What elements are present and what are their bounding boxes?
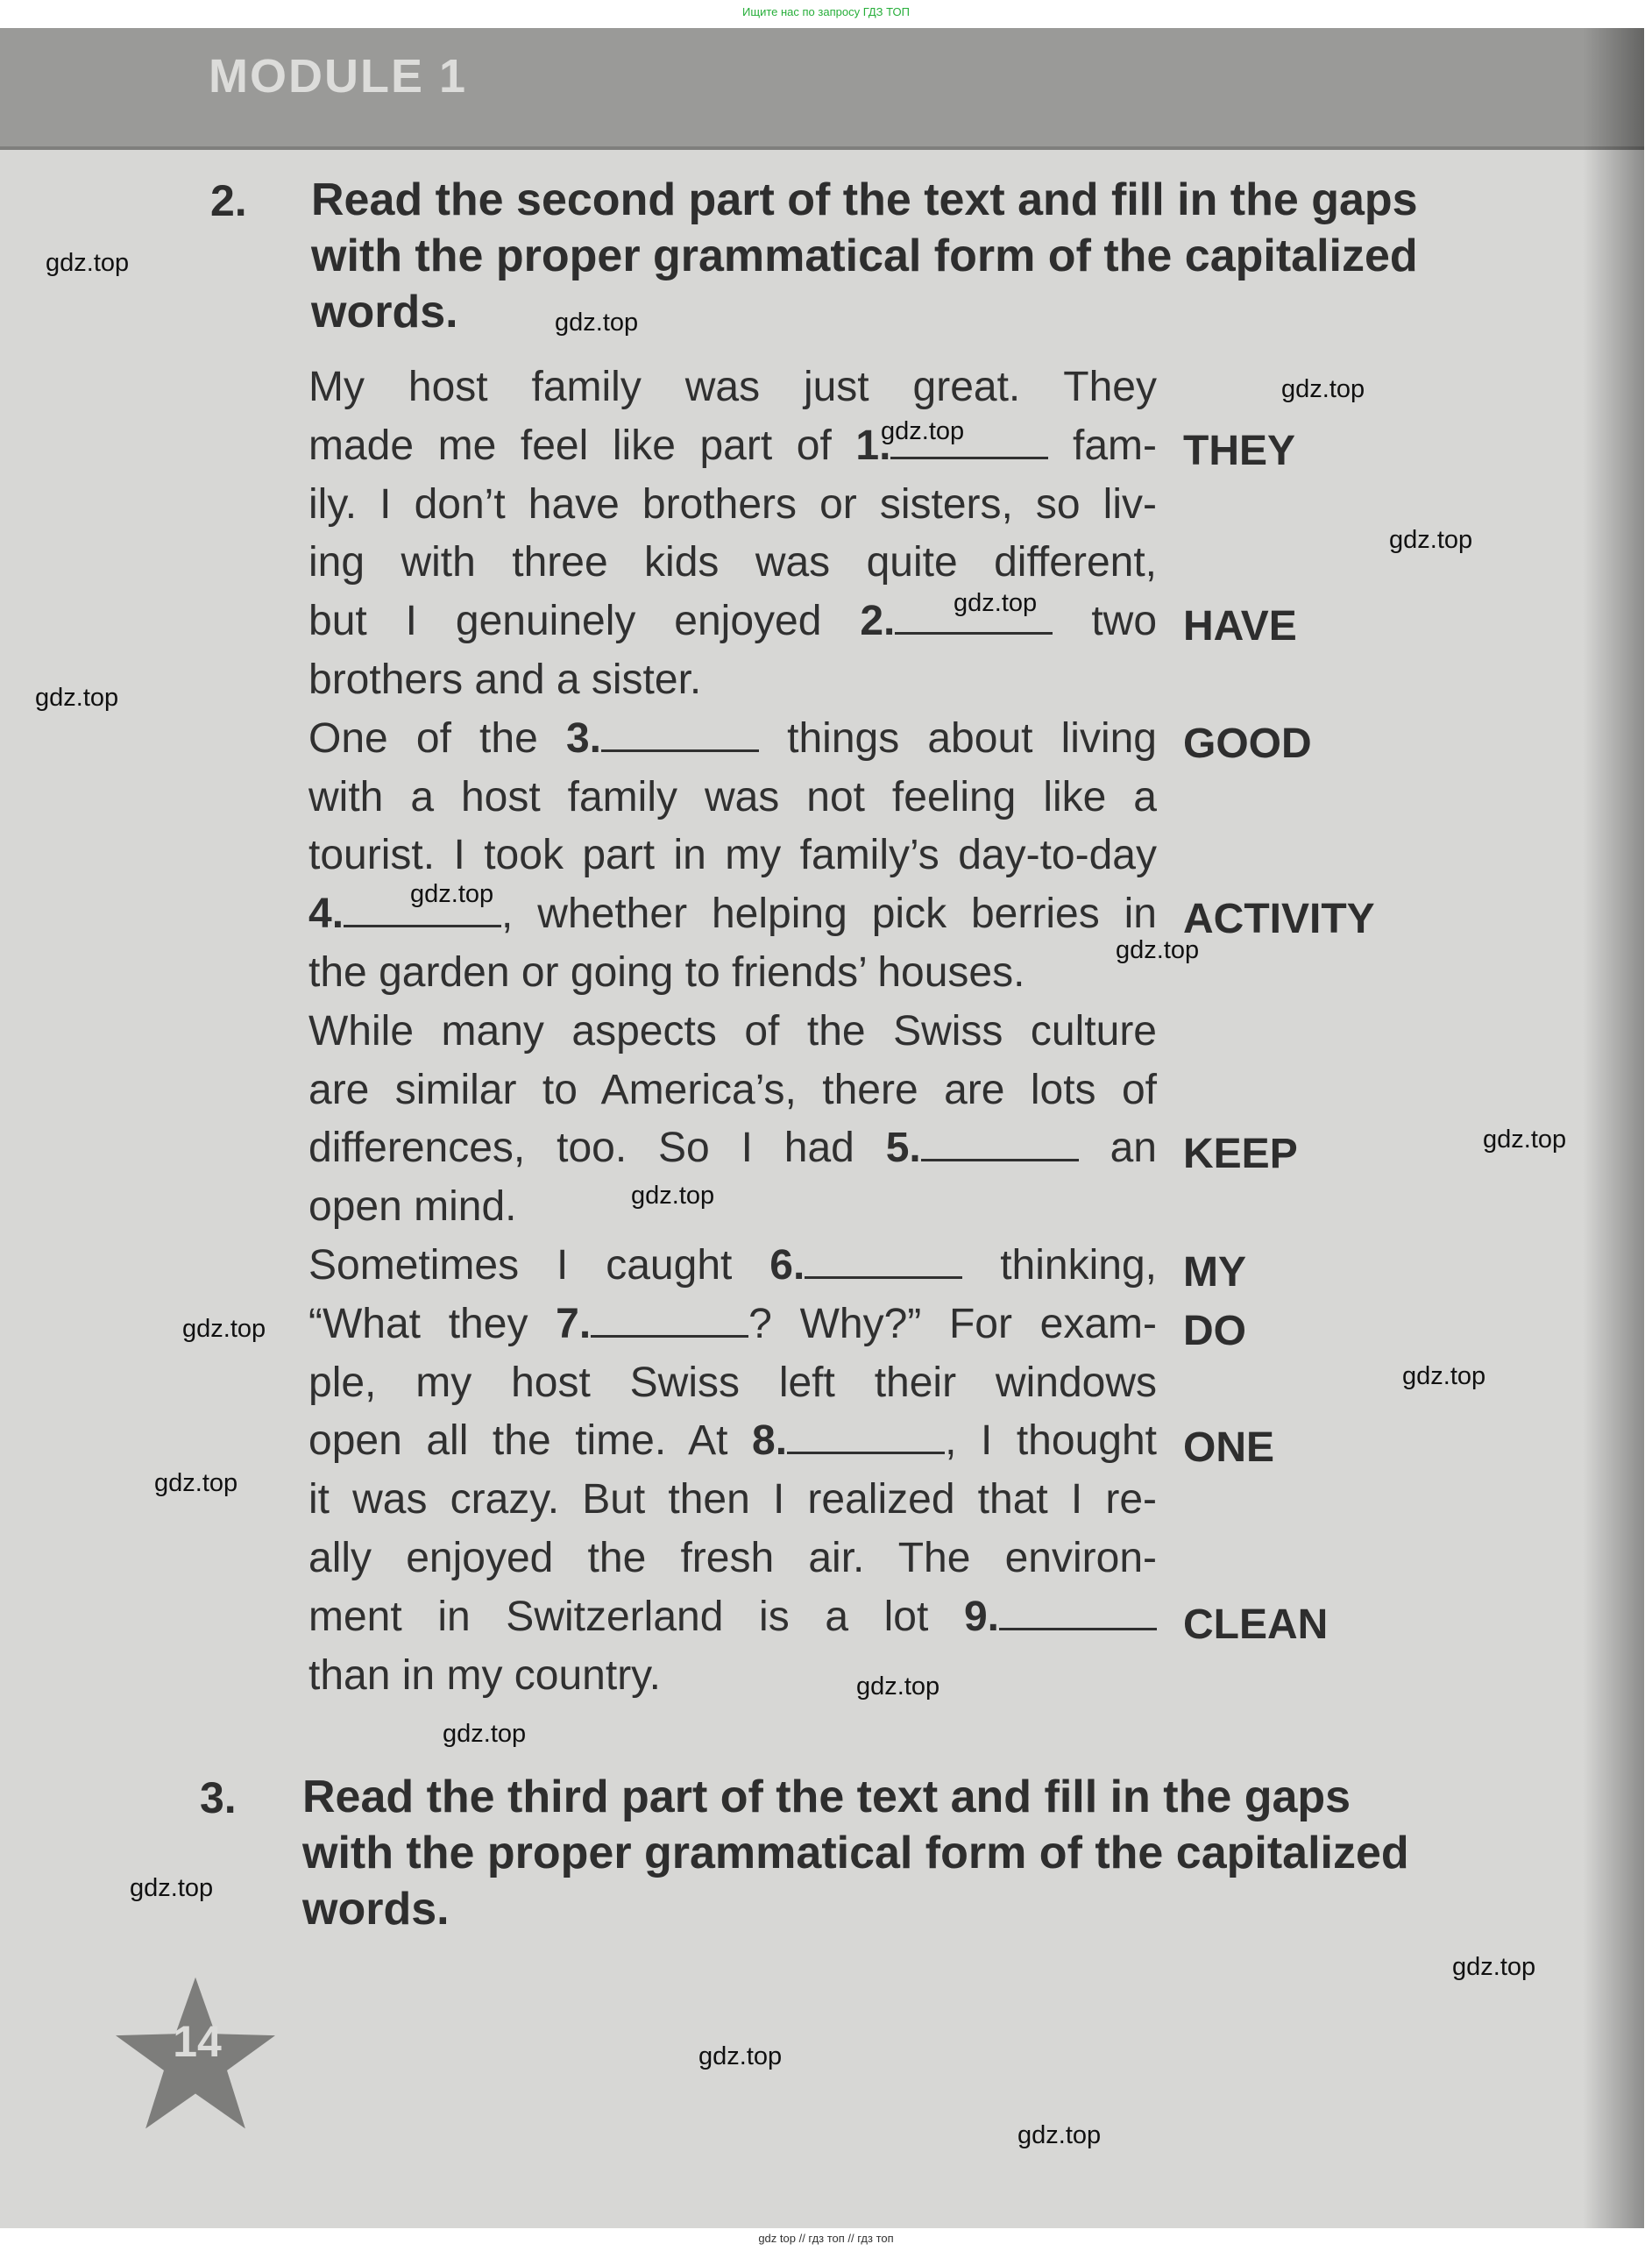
gap-number: 8.	[752, 1417, 788, 1465]
exercise-2-heading-line: Read the second part of the text and fill in the gaps	[311, 174, 1418, 225]
watermark: gdz.top	[631, 1182, 715, 1210]
watermark: gdz.top	[954, 589, 1038, 617]
capitalized-word-7: DO	[1183, 1308, 1246, 1354]
exercise-3-heading-line: Read the third part of the text and fill in the gaps	[302, 1772, 1351, 1822]
gap-blank[interactable]	[591, 1302, 748, 1338]
watermark: gdz.top	[182, 1315, 266, 1343]
text-line	[308, 536, 1157, 589]
watermark: gdz.top	[856, 1672, 940, 1701]
workbook-page	[0, 28, 1644, 2228]
exercise-3-heading-line: words.	[302, 1884, 450, 1935]
watermark: gdz.top	[698, 2042, 783, 2070]
text-segment: While many aspects of the Swiss culture	[308, 1007, 1157, 1054]
exercise-3-heading	[302, 1769, 1409, 1937]
text-segment: ily. I don’t have brothers or sisters, so liv-	[308, 480, 1157, 528]
watermark: gdz.top	[1281, 375, 1365, 403]
watermark: gdz.top	[1483, 1126, 1567, 1154]
text-line	[308, 1473, 1157, 1526]
header-note: Ищите нас по запросу ГДЗ ТОП	[742, 5, 910, 18]
watermark: gdz.top	[1452, 1953, 1536, 1981]
text-segment: fam-	[1072, 422, 1157, 469]
text-segment: two	[1091, 598, 1158, 645]
exercise-2-heading-line: words.	[311, 287, 458, 337]
text-segment: brothers and a sister.	[308, 657, 702, 703]
watermark: gdz.top	[1116, 936, 1200, 964]
watermark: gdz.top	[1017, 2121, 1102, 2149]
exercise-2-number: 2.	[210, 176, 247, 225]
text-line	[308, 479, 1157, 531]
text-segment: made me feel like part of	[308, 422, 832, 469]
gap[interactable]	[556, 1301, 748, 1347]
gap[interactable]	[566, 715, 759, 762]
text-segment: but I genuinely enjoyed	[308, 598, 822, 645]
text-segment: One of the	[308, 714, 538, 762]
gap[interactable]	[752, 1417, 945, 1464]
exercise-3-number: 3.	[200, 1773, 237, 1822]
watermark: gdz.top	[130, 1874, 214, 1902]
text-segment: differences, too. So I had	[308, 1125, 854, 1172]
gap[interactable]	[886, 1125, 1079, 1171]
watermark: gdz.top	[46, 249, 130, 277]
gap-number: 9.	[963, 1593, 999, 1640]
gap-number: 1.	[855, 422, 891, 469]
text-segment: , whether helping pick berries in	[501, 891, 1157, 938]
gap-number: 3.	[565, 714, 601, 762]
text-segment: ally enjoyed the fresh air. The environ-	[308, 1535, 1157, 1581]
text-line	[308, 1181, 1157, 1233]
text-segment: the garden or going to friends’ houses.	[308, 949, 1025, 996]
text-segment: open all the time. At	[308, 1417, 728, 1465]
text-line	[308, 1298, 1157, 1351]
gap-blank[interactable]	[805, 1243, 962, 1279]
gap-number: 4.	[308, 891, 344, 938]
watermark: gdz.top	[35, 684, 119, 712]
capitalized-word-8: ONE	[1183, 1424, 1275, 1471]
text-segment: are similar to America’s, there are lots of	[308, 1066, 1157, 1113]
text-segment: ple, my host Swiss left their windows	[308, 1359, 1157, 1406]
capitalized-word-2: HAVE	[1183, 603, 1297, 650]
page-edge-shadow	[1583, 28, 1644, 2228]
text-segment: thinking,	[1000, 1242, 1157, 1289]
gap-blank[interactable]	[921, 1126, 1079, 1161]
text-line	[308, 1532, 1157, 1585]
exercise-3-heading-line: with the proper grammatical form of the capitalized	[302, 1828, 1409, 1878]
module-title: MODULE 1	[209, 50, 468, 103]
gap[interactable]	[964, 1594, 1157, 1640]
capitalized-word-3: GOOD	[1183, 721, 1312, 767]
text-segment: , I thought	[945, 1417, 1157, 1465]
text-line	[308, 713, 1157, 765]
gap[interactable]	[769, 1242, 962, 1289]
watermark: gdz.top	[881, 417, 965, 445]
watermark: gdz.top	[154, 1469, 238, 1497]
text-segment: an	[1110, 1125, 1157, 1172]
module-header-band	[0, 28, 1644, 150]
text-line	[308, 947, 1157, 999]
text-line	[308, 654, 1157, 707]
text-line	[308, 1122, 1157, 1175]
capitalized-word-6: MY	[1183, 1249, 1246, 1296]
watermark: gdz.top	[410, 880, 494, 908]
text-segment: ? Why?” For exam-	[748, 1300, 1157, 1347]
watermark: gdz.top	[1389, 526, 1473, 554]
text-segment: than in my country.	[308, 1651, 661, 1699]
text-segment: ment in Switzerland is a lot	[308, 1593, 929, 1640]
gap-number: 2.	[860, 598, 896, 645]
text-line	[308, 420, 1157, 472]
watermark: gdz.top	[555, 309, 639, 337]
gap-blank[interactable]	[601, 716, 759, 752]
gap-blank[interactable]	[999, 1594, 1157, 1630]
page-number: 14	[173, 2017, 222, 2066]
text-segment: tourist. I took part in my family’s day-to-day	[308, 832, 1157, 879]
gap-number: 7.	[556, 1300, 592, 1347]
text-segment: with a host family was not feeling like a	[308, 773, 1157, 820]
text-line	[308, 1415, 1157, 1467]
text-line	[308, 1064, 1157, 1117]
text-line	[308, 361, 1157, 414]
text-line	[308, 1650, 1157, 1702]
watermark: gdz.top	[443, 1720, 527, 1748]
watermark: gdz.top	[1402, 1362, 1486, 1390]
footer-note: gdz top // гдз топ // гдз топ	[758, 2232, 894, 2245]
gap-blank[interactable]	[787, 1418, 945, 1454]
text-segment: things about living	[787, 714, 1158, 762]
text-segment: “What they	[308, 1300, 528, 1347]
text-segment: Sometimes I caught	[308, 1242, 733, 1289]
text-line	[308, 771, 1157, 824]
capitalized-word-4: ACTIVITY	[1183, 896, 1375, 942]
capitalized-word-5: KEEP	[1183, 1131, 1298, 1177]
gap-number: 5.	[885, 1125, 921, 1172]
text-line	[308, 1591, 1157, 1644]
text-line	[308, 1005, 1157, 1058]
text-line	[308, 1239, 1157, 1292]
text-segment: open mind.	[308, 1183, 517, 1231]
capitalized-word-1: THEY	[1183, 428, 1296, 474]
text-segment: ing with three kids was quite different,	[308, 539, 1157, 586]
text-segment: My host family was just great. They	[308, 364, 1157, 410]
text-segment: it was crazy. But then I realized that I re-	[308, 1476, 1157, 1523]
gap-number: 6.	[769, 1242, 805, 1289]
text-line	[308, 1357, 1157, 1410]
exercise-2-heading-line: with the proper grammatical form of the capitalized	[311, 231, 1418, 281]
exercise-2-heading	[311, 172, 1418, 340]
capitalized-word-9: CLEAN	[1183, 1601, 1329, 1648]
text-line	[308, 829, 1157, 882]
